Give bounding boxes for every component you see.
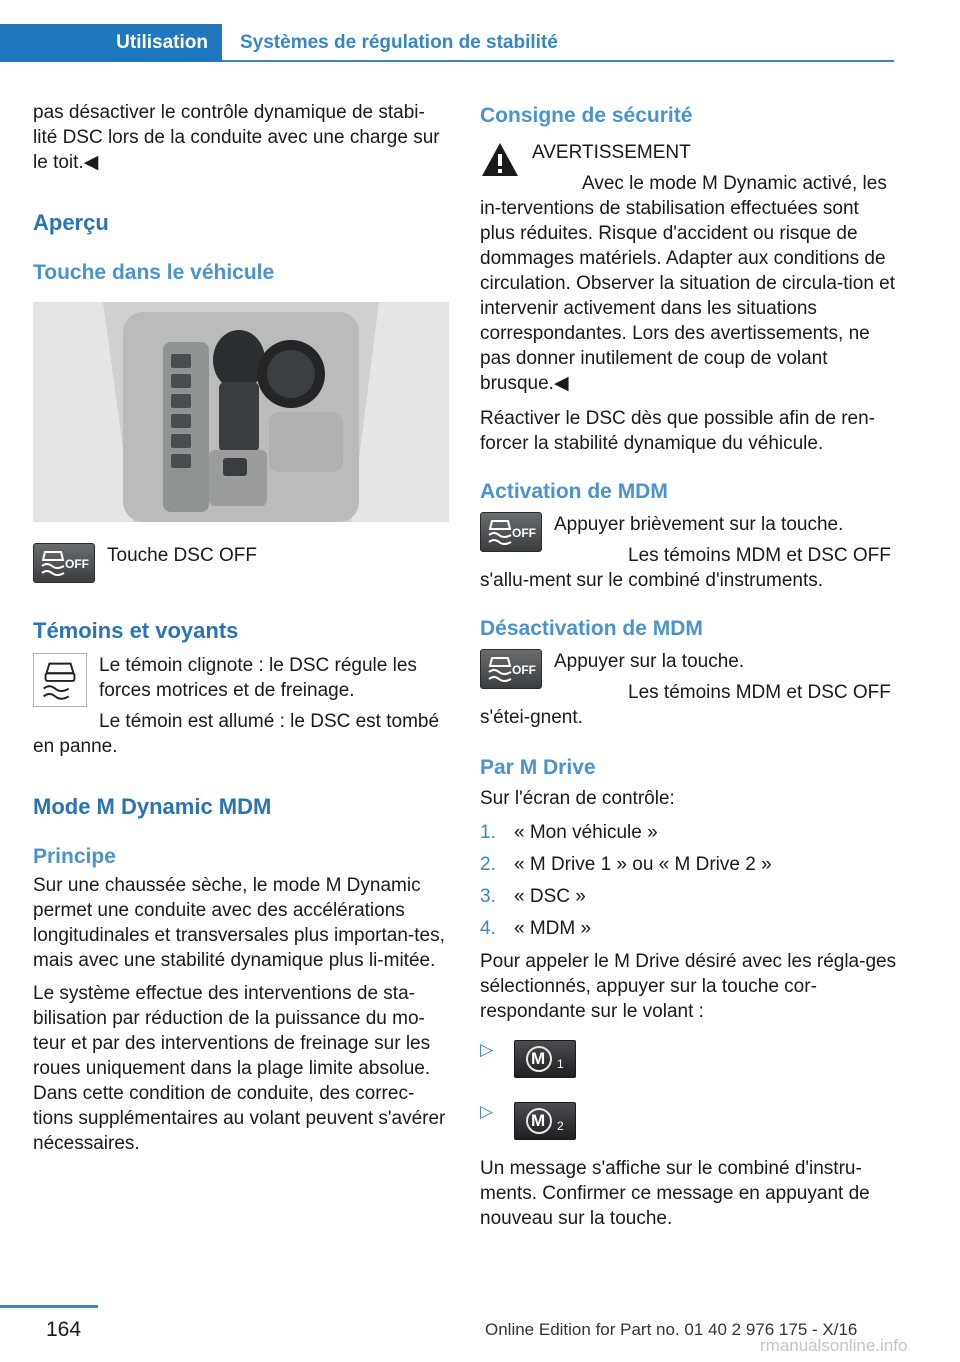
console-photo <box>33 302 449 522</box>
principe-paragraph-1: Sur une chaussée sèche, le mode M Dynamic permet une conduite avec des accélérations longitudinales et transversales plus importan‐tes, mais avec une stabilité dynamique plus li‐mitée. <box>33 875 445 971</box>
warning-label: AVERTISSEMENT <box>532 142 691 163</box>
m-drive-2-icon: M 2 <box>514 1102 576 1140</box>
m-drive-1-icon: M 1 <box>514 1040 576 1078</box>
heading-mdrive: Par M Drive <box>480 756 596 779</box>
heading-desactivation: Désactivation de MDM <box>480 617 703 640</box>
dsc-warning-lamp-icon <box>33 653 87 707</box>
online-edition-note: Online Edition for Part no. 01 40 2 976 175 - X/16 <box>485 1320 858 1339</box>
chapter-title: Systèmes de régulation de stabilité <box>240 32 558 53</box>
activation-block <box>480 512 898 593</box>
warning-block <box>480 140 898 396</box>
section-tab: Utilisation <box>0 24 222 62</box>
off-label: OFF <box>512 526 536 540</box>
page-number: 164 <box>46 1318 82 1341</box>
activation-text-1: Appuyer brièvement sur la touche. <box>554 514 844 535</box>
page-header <box>0 24 894 62</box>
steering-wheel-paragraph: Pour appeler le M Drive désiré avec les régla‐ges sélectionnés, appuyer sur la touche cor‐respondante sur le volant : <box>480 951 897 1022</box>
temoins-text-2: Le témoin est allumé : le DSC est tombé en panne. <box>33 711 440 757</box>
off-label: OFF <box>512 663 536 677</box>
principe-paragraph-2: Le système effectue des interventions de sta‐bilisation par réduction de la puissance du mo‐teur et par des interventions de freinage sur les roues uniquement dans la plage limite absolue. Dans cette condition de conduite, des correc‐tions supplémentaires au volant peuvent s'avérer nécessaires. <box>33 983 446 1154</box>
heading-apercu: Aperçu <box>33 210 109 235</box>
intro-paragraph: pas désactiver le contrôle dynamique de stabi‐lité DSC lors de la conduite avec une charge sur le toit.◀ <box>33 102 440 173</box>
list-item: 4. « MDM » <box>480 918 592 939</box>
heading-consigne: Consigne de sécurité <box>480 104 693 127</box>
list-item: 2. « M Drive 1 » ou « M Drive 2 » <box>480 854 772 875</box>
heading-temoins: Témoins et voyants <box>33 618 239 643</box>
dsc-off-icon-activation <box>480 512 542 552</box>
heading-activation: Activation de MDM <box>480 480 668 503</box>
temoins-block <box>33 653 449 759</box>
dsc-off-icon-desactivation <box>480 649 542 689</box>
desactivation-block <box>480 649 898 730</box>
list-item: 1. « Mon véhicule » <box>480 822 658 843</box>
warning-text: Avec le mode M Dynamic activé, les in‐terventions de stabilisation effectuées sont plus réduites. Risque d'accident ou risque de dommages matériels. Adapter aux conditions de circulation. Observer la situation de circula‐tion et intervenir activement dans les situations correspondantes. Lors des avertissements, ne pas donner inutilement de coup de volant brusque.◀ <box>480 173 896 394</box>
activation-text-2: Les témoins MDM et DSC OFF s'allu‐ment sur le combiné d'instruments. <box>480 545 891 591</box>
reactivate-paragraph: Réactiver le DSC dès que possible afin de ren‐forcer la stabilité dynamique du véhicule. <box>480 408 875 454</box>
menu-steps <box>480 817 898 945</box>
heading-principe: Principe <box>33 845 116 868</box>
off-label: OFF <box>65 557 89 571</box>
left-column <box>33 100 449 1156</box>
list-item: 3. « DSC » <box>480 886 586 907</box>
header-rule <box>222 60 894 62</box>
confirm-paragraph: Un message s'affiche sur le combiné d'instru‐ments. Confirmer ce message en appuyant de nouveau sur la touche. <box>480 1158 870 1229</box>
watermark: rmanualsonline.info <box>760 1336 908 1355</box>
right-column <box>480 100 898 1231</box>
dsc-caption: Touche DSC OFF <box>107 545 257 566</box>
control-display-intro: Sur l'écran de contrôle: <box>480 788 675 809</box>
warning-triangle-icon <box>480 140 520 180</box>
heading-touche: Touche dans le véhicule <box>33 261 275 284</box>
m-drive-2-item: ▷ M 2 <box>480 1102 898 1152</box>
m-drive-1-item: ▷ M 1 <box>480 1040 898 1090</box>
dsc-off-icon <box>33 543 95 583</box>
desactivation-text-2: Les témoins MDM et DSC OFF s'étei‐gnent. <box>480 682 891 728</box>
dsc-key-row <box>33 543 449 583</box>
heading-mdm: Mode M Dynamic MDM <box>33 794 272 819</box>
footer-rule <box>0 1305 98 1308</box>
console-illustration <box>33 302 449 522</box>
temoins-text-1: Le témoin clignote : le DSC régule les forces motrices et de freinage. <box>99 655 417 701</box>
desactivation-text-1: Appuyer sur la touche. <box>554 651 745 672</box>
